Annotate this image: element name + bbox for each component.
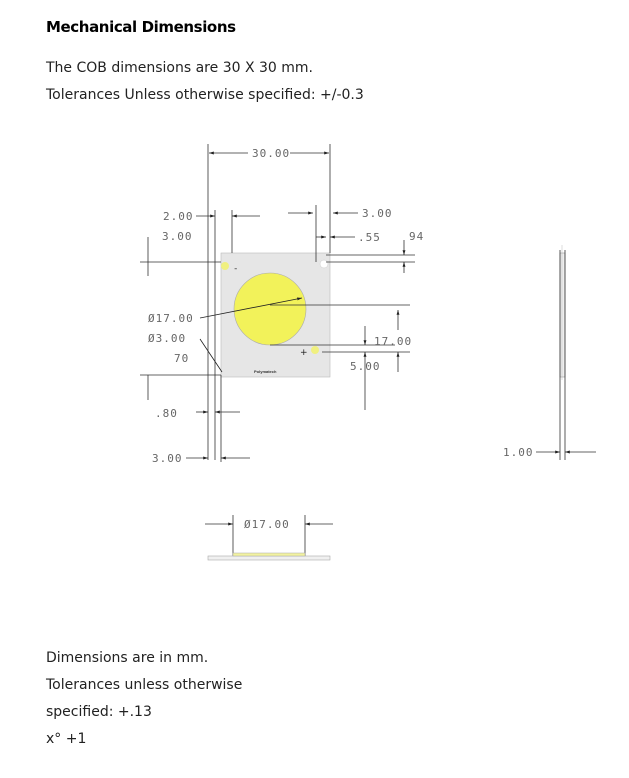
footer-line-angle: x° +1 [46,731,87,747]
mount-dot-bottom-right [311,346,319,354]
dim-3-left: 3.00 [162,230,193,243]
mount-hole-top-right [320,260,328,268]
dim-500: 5.00 [350,360,381,373]
top-view [200,253,330,377]
dim-3-right: 3.00 [362,207,393,220]
minus-sign: - [233,264,240,274]
bottom-les [233,553,305,556]
side-profile [560,253,565,377]
dim-094: 94 [409,230,425,243]
dim-070: 70 [174,352,190,365]
section-heading: Mechanical Dimensions [46,18,236,36]
bottom-profile [208,556,330,560]
bottom-view [205,515,333,560]
side-view [503,245,596,460]
dim-3-bottom: 3.00 [152,452,183,465]
footer-line-units: Dimensions are in mm. [46,650,209,666]
dim-thickness: 1.00 [503,446,534,459]
footer-line-tolerance: Tolerances unless otherwise [46,677,243,693]
dim-width: 30.00 [252,147,291,160]
brand-label: Polymatech [254,369,277,374]
dim-055: .55 [358,231,381,244]
dim-dia-17-bottom: Ø17.00 [244,518,290,531]
footer-line-specified: specified: +.13 [46,704,152,720]
hole-leader [200,339,222,372]
mount-dot-top-left [221,262,229,270]
dim-080: .80 [155,407,178,420]
dim-1700: 17.00 [374,335,413,348]
plus-sign: + [300,348,308,358]
dim-dia-17: Ø17.00 [148,312,194,325]
intro-line-tolerance: Tolerances Unless otherwise specified: +/-0.3 [46,87,364,103]
dim-dia-3: Ø3.00 [148,332,187,345]
intro-line-dimensions: The COB dimensions are 30 X 30 mm. [46,60,313,76]
dim-2: 2.00 [163,210,194,223]
